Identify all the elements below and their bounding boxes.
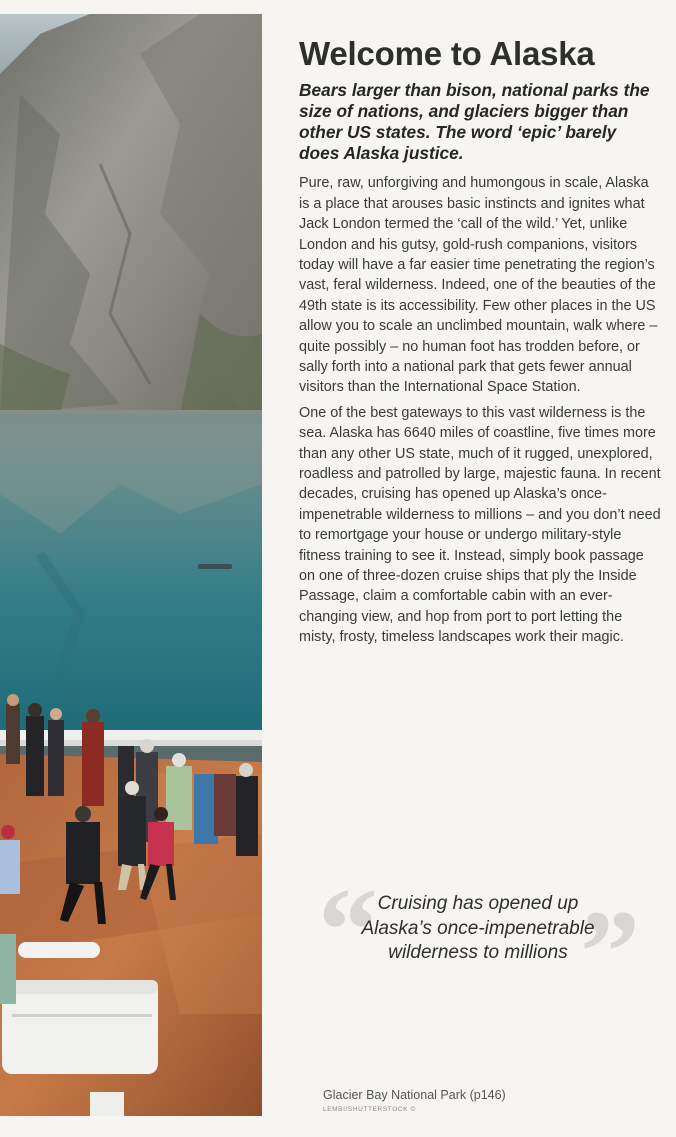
close-quote-mark: ” (580, 885, 640, 1018)
body-paragraph-2: One of the best gateways to this vast wilderness is the sea. Alaska has 6640 miles of coastline, five times more than any other US state, much of it rugged, unexplored, roadless and patrolled by large, majestic fauna. In recent decades, cruising has opened up Alaska’s once-impenetrable wilderness to millions – and you don’t need to remortgage your house or undergo military-style fitness training to see it. Instead, simply book passage on one of three-dozen cruise ships that ply the Inside Passage, claim a comfortable cabin with an ever-changing view, and hop from port to port letting the misty, frosty, timeless landscapes work their magic. (299, 404, 661, 646)
photo-caption: Glacier Bay National Park (p146) (323, 1088, 506, 1102)
body-paragraph-1: Pure, raw, unforgiving and humongous in scale, Alaska is a place that arouses basic instincts and ignites what Jack London termed the ‘call of the wild.’ Yet, unlike London and his gutsy, gold-rush companions, visitors today will have a far easier time penetrating the region’s vast, feral wilderness. Indeed, one of the beauties of the 49th state is its accessibility. Few other places in the US allow you to scale an unclimbed mountain, walk where – quite possibly – no human foot has trodden before, or sally forth into a national park that gets fewer annual visitors than the International Space Station. (299, 175, 658, 396)
pull-quote-line-3: wilderness to millions (388, 942, 568, 963)
pull-quote-line-1: Cruising has opened up (377, 893, 579, 914)
standfirst: Bears larger than bison, national parks the size of nations, and glaciers bigger than other US states. The word ‘epic’ barely does Alaska justice. (299, 80, 650, 163)
page-title: Welcome to Alaska (299, 35, 595, 72)
open-quote-mark: “ (318, 863, 378, 996)
article-text (299, 36, 661, 653)
pull-quote-line-2: Alaska’s once-impenetrable (361, 917, 595, 939)
photo-credit: LEMBI/SHUTTERSTOCK © (323, 1106, 416, 1113)
pull-quote (318, 863, 640, 1018)
pull-quote-text (318, 890, 638, 966)
cover-photo (0, 14, 262, 1116)
